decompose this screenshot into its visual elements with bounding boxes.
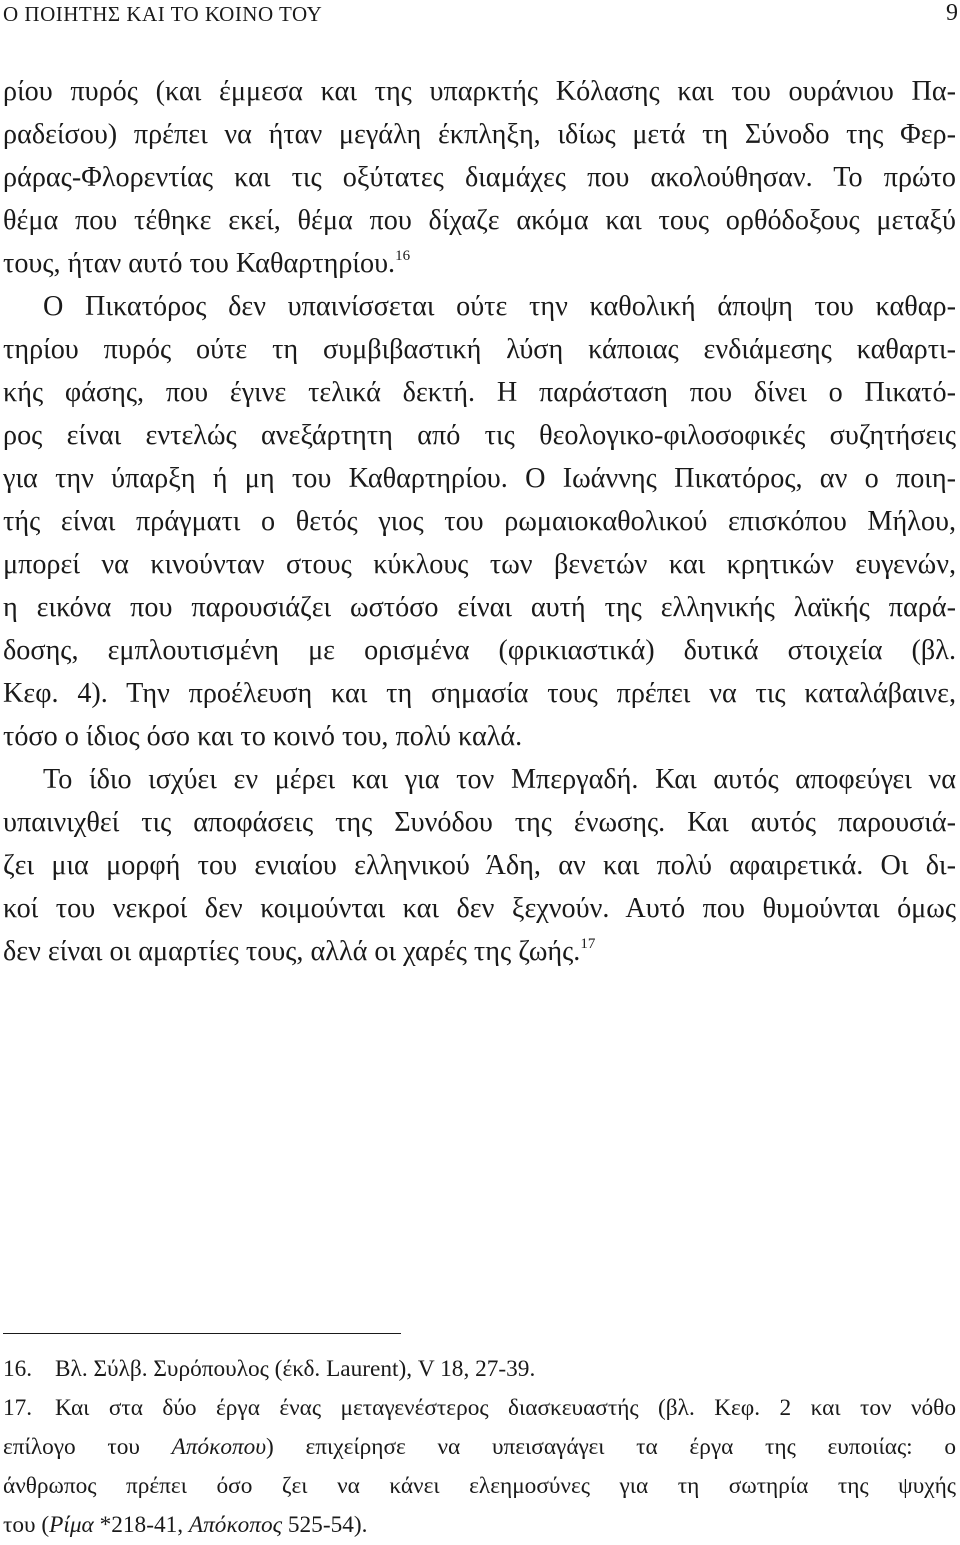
footnote-separator — [3, 1333, 401, 1334]
footnote-text: *218-41, — [93, 1512, 189, 1538]
text-line-content: τους, ήταν αυτό του Καθαρτηρίου. — [3, 248, 396, 279]
page-number: 9 — [946, 0, 958, 26]
footnote-text: ) επιχείρησε να υπεισαγάγει τα έργα της ευποιίας: ο — [266, 1434, 956, 1460]
text-line: τής είναι πράγματι ο θετός γιος του ρωμαιοκαθολικού επισκόπου Μήλου, — [3, 506, 956, 537]
footnote-text: του ( — [3, 1512, 50, 1538]
footnote-17-line — [3, 1428, 956, 1467]
footnote-title-italic: Ρίμα — [49, 1512, 94, 1538]
text-line: ρος είναι εντελώς ανεξάρτητη από τις θεολογικο-φιλοσοφικές συζητήσεις — [3, 420, 956, 451]
text-line: τηρίου πυρός ούτε τη συμβιβαστική λύση κάποιας ενδιάμεσης καθαρτι- — [3, 334, 956, 365]
text-line: η εικόνα που παρουσιάζει ωστόσο είναι αυτή της ελληνικής λαϊκής παρά- — [3, 592, 956, 623]
text-line: ράρας-Φλορεντίας και τις οξύτατες διαμάχες που ακολούθησαν. Το πρώτο — [3, 162, 956, 193]
text-line — [3, 242, 956, 285]
footnote-ref-17: 17 — [580, 936, 596, 952]
text-line: ρίου πυρός (και έμμεσα και της υπαρκτής Κόλασης και του ουράνιου Πα- — [3, 76, 956, 107]
footnote-ref-16: 16 — [395, 248, 411, 264]
body-text — [3, 70, 956, 973]
text-line — [3, 930, 956, 973]
footnote-text: Βλ. Σύλβ. Συρόπουλος (έκδ. Laurent), V 18, 27-39. — [55, 1356, 536, 1382]
footnote-17-line — [3, 1389, 956, 1428]
footnote-text: 525-54). — [282, 1512, 368, 1538]
text-line: θέμα που τέθηκε εκεί, θέμα που δίχαζε ακόμα και τους ορθόδοξους μεταξύ — [3, 205, 956, 236]
text-line: τόσο ο ίδιος όσο και το κοινό του, πολύ καλά. — [3, 721, 523, 752]
footnote-text: επίλογο του — [3, 1434, 172, 1460]
running-title: Ο ΠΟΙΗΤΗΣ ΚΑΙ ΤΟ ΚΟΙΝΟ ΤΟΥ — [3, 2, 323, 26]
text-line: κής φάσης, που έγινε τελικά δεκτή. Η παράσταση που δίνει ο Πικατό- — [3, 377, 956, 408]
text-line: για την ύπαρξη ή μη του Καθαρτηρίου. Ο Ιωάννης Πικατόρος, αν ο ποιη- — [3, 463, 956, 494]
text-line: Ο Πικατόρος δεν υπαινίσσεται ούτε την καθολική άποψη του καθαρ- — [43, 291, 956, 322]
text-line: υπαινιχθεί τις αποφάσεις της Συνόδου της ένωσης. Και αυτός παρουσιά- — [3, 807, 956, 838]
text-line: κοί του νεκροί δεν κοιμούνται και δεν ξεχνούν. Αυτό που θυμούνται όμως — [3, 893, 956, 924]
footnote-number: 17. — [3, 1395, 33, 1421]
text-line: ραδείσου) πρέπει να ήταν μεγάλη έκπληξη, ιδίως μετά τη Σύνοδο της Φερ- — [3, 119, 956, 150]
text-line: Το ίδιο ισχύει εν μέρει και για τον Μπεργαδή. Και αυτός αποφεύγει να — [43, 764, 956, 795]
page-header — [0, 0, 960, 36]
footnote-text: Και στα δύο έργα ένας μεταγενέστερος διασκευαστής (βλ. Κεφ. 2 και τον νόθο — [55, 1395, 956, 1421]
footnote-title-italic: Απόκοπου — [171, 1434, 267, 1460]
text-line: ζει μια μορφή του ενιαίου ελληνικού Άδη, αν και πολύ αφαιρετικά. Οι δι- — [3, 850, 956, 881]
text-line: δοσης, εμπλουτισμένη με ορισμένα (φρικιαστικά) δυτικά στοιχεία (βλ. — [3, 635, 956, 666]
footnote-17-line — [3, 1506, 956, 1545]
footnotes — [3, 1350, 956, 1545]
footnote-17-line: άνθρωπος πρέπει όσο ζει να κάνει ελεημοσύνες για τη σωτηρία της ψυχής — [3, 1473, 956, 1499]
text-line-content: δεν είναι οι αμαρτίες τους, αλλά οι χαρές της ζωής. — [3, 936, 581, 967]
footnote-title-italic: Απόκοπος — [188, 1512, 283, 1538]
footnote-number: 16. — [3, 1356, 33, 1382]
text-line: μπορεί να κινούνταν στους κύκλους των βενετών και κρητικών ευγενών, — [3, 549, 956, 580]
footnote-16 — [3, 1350, 956, 1389]
text-line: Κεφ. 4). Την προέλευση και τη σημασία τους πρέπει να τις καταλάβαινε, — [3, 678, 956, 709]
